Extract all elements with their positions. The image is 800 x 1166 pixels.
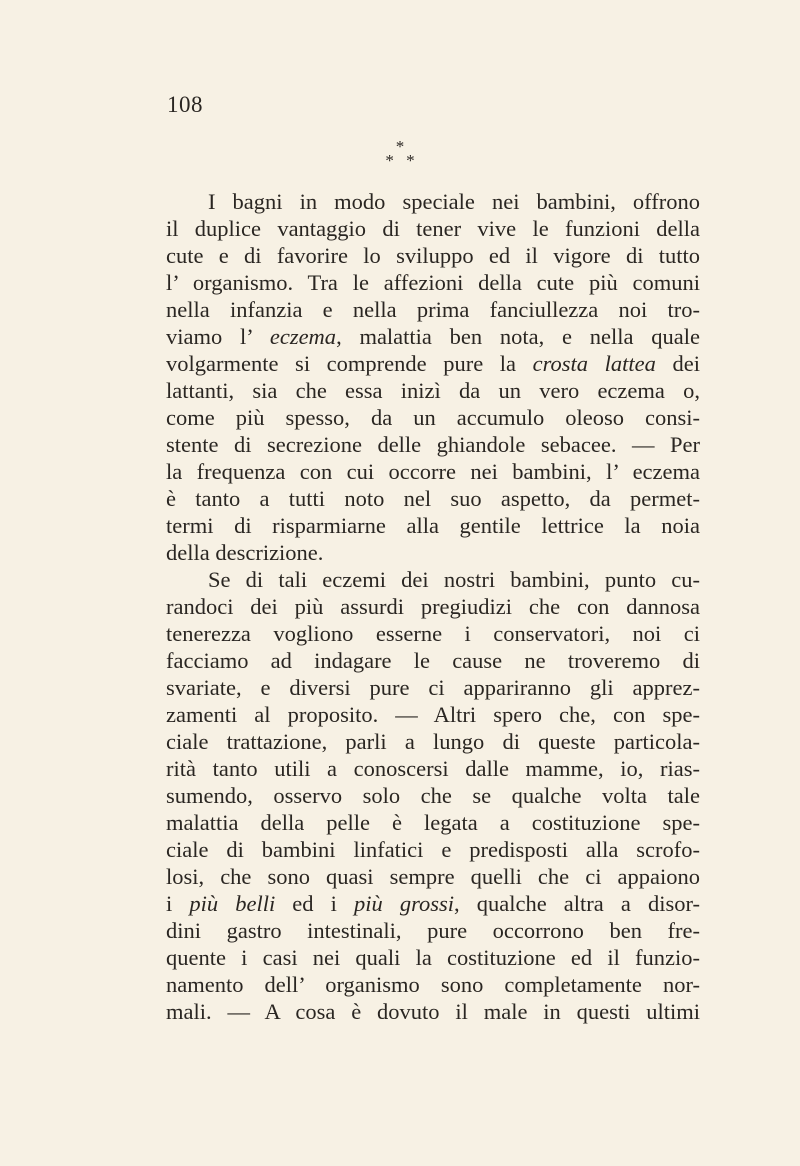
text-segment: , malattia ben nota, e nella quale: [336, 324, 700, 349]
text-segment: il duplice vantaggio di tener vive le funzioni della: [166, 216, 700, 241]
text-line: [166, 917, 700, 944]
text-line: [166, 539, 700, 566]
text-segment: volgarmente si comprende pure la: [166, 351, 533, 376]
text-segment: ciale trattazione, parli a lungo di queste particola-: [166, 729, 700, 754]
text-segment: termi di risparmiarne alla gentile lettrice la noia: [166, 513, 700, 538]
text-line: [166, 188, 700, 215]
text-segment: cute e di favorire lo sviluppo ed il vigore di tutto: [166, 243, 700, 268]
body-text: [166, 188, 700, 1025]
text-line: [166, 944, 700, 971]
text-line: [166, 458, 700, 485]
text-segment: ed i: [275, 891, 354, 916]
text-segment: malattia della pelle è legata a costituzione spe-: [166, 810, 700, 835]
text-segment: viamo l’: [166, 324, 270, 349]
text-segment: Se di tali eczemi dei nostri bambini, punto cu-: [208, 567, 700, 592]
text-segment: losi, che sono quasi sempre quelli che ci appaiono: [166, 864, 700, 889]
italic-term: eczema: [269, 324, 337, 349]
text-segment: zamenti al proposito. — Altri spero che, con spe-: [166, 702, 700, 727]
text-segment: svariate, e diversi pure ci appariranno gli apprez-: [166, 675, 700, 700]
text-line: [166, 593, 700, 620]
text-line: [166, 755, 700, 782]
text-line: [166, 404, 700, 431]
text-segment: dei: [655, 351, 700, 376]
text-segment: stente di secrezione delle ghiandole sebacee. — Per: [166, 432, 700, 457]
italic-term: più grossi: [353, 891, 455, 916]
text-line: [166, 350, 700, 377]
text-line: [166, 971, 700, 998]
text-line: [166, 620, 700, 647]
text-segment: sumendo, osservo solo che se qualche volta tale: [166, 783, 700, 808]
text-segment: come più spesso, da un accumulo oleoso consi-: [166, 405, 700, 430]
text-line: [166, 701, 700, 728]
text-line: [166, 242, 700, 269]
text-line: [166, 323, 700, 350]
text-segment: la frequenza con cui occorre nei bambini, l’ eczema: [166, 459, 700, 484]
text-segment: è tanto a tutti noto nel suo aspetto, da permet-: [166, 486, 700, 511]
text-segment: randoci dei più assurdi pregiudizi che con dannosa: [166, 594, 700, 619]
paragraph: [166, 566, 700, 1025]
text-line: [166, 647, 700, 674]
text-segment: I bagni in modo speciale nei bambini, offrono: [208, 189, 700, 214]
italic-term: crosta lattea: [532, 351, 656, 376]
text-line: [166, 890, 700, 917]
text-line: [166, 215, 700, 242]
paragraph: [166, 188, 700, 566]
asterism-ornament: [370, 137, 430, 176]
text-line: [166, 512, 700, 539]
text-line: [166, 836, 700, 863]
italic-term: più belli: [189, 891, 276, 916]
asterism-top: *: [395, 137, 405, 156]
text-segment: namento dell’ organismo sono completamente nor-: [166, 972, 700, 997]
text-line: [166, 809, 700, 836]
asterism-bottom: * *: [385, 151, 419, 170]
text-line: [166, 863, 700, 890]
text-line: [166, 431, 700, 458]
text-segment: tenerezza vogliono esserne i conservatori, noi ci: [166, 621, 700, 646]
text-segment: facciamo ad indagare le cause ne troveremo di: [166, 648, 700, 673]
text-segment: della descrizione.: [166, 540, 324, 565]
text-line: [166, 566, 700, 593]
text-line: [166, 377, 700, 404]
text-segment: nella infanzia e nella prima fanciullezza noi tro-: [166, 297, 700, 322]
text-line: [166, 296, 700, 323]
text-segment: ciale di bambini linfatici e predisposti alla scrofo-: [166, 837, 700, 862]
page-number: 108: [167, 92, 203, 117]
text-line: [166, 485, 700, 512]
text-segment: , qualche altra a disor-: [454, 891, 700, 916]
text-line: [166, 728, 700, 755]
text-line: [166, 269, 700, 296]
text-segment: lattanti, sia che essa inizì da un vero eczema o,: [166, 378, 700, 403]
text-segment: l’ organismo. Tra le affezioni della cute più comuni: [166, 270, 700, 295]
text-segment: mali. — A cosa è dovuto il male in questi ultimi: [166, 999, 700, 1024]
text-segment: rità tanto utili a conoscersi dalle mamme, io, rias-: [166, 756, 700, 781]
text-line: [166, 998, 700, 1025]
text-segment: quente i casi nei quali la costituzione ed il funzio-: [166, 945, 700, 970]
text-line: [166, 674, 700, 701]
text-line: [166, 782, 700, 809]
text-segment: dini gastro intestinali, pure occorrono ben fre-: [166, 918, 700, 943]
text-segment: i: [166, 891, 190, 916]
